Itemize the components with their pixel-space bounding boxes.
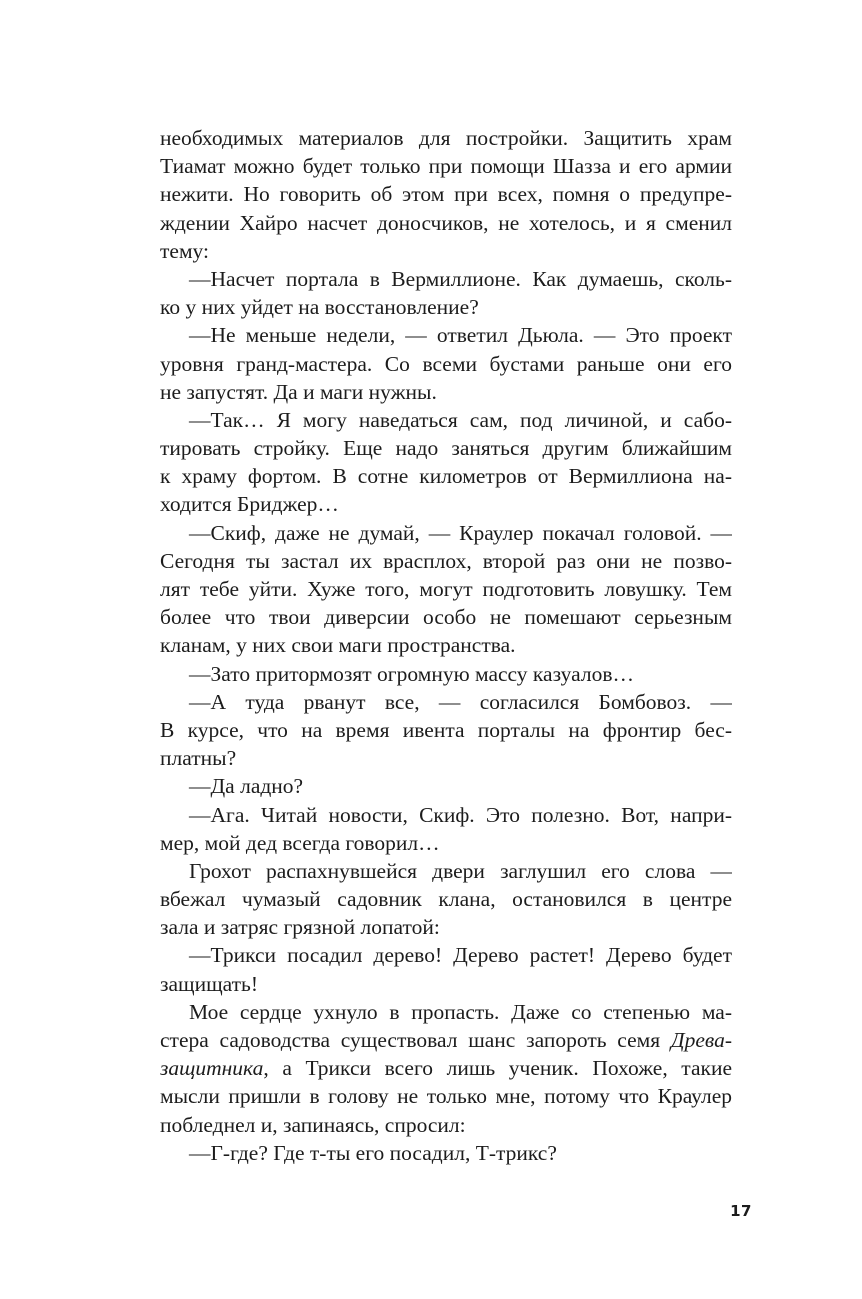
text-line: [160, 688, 732, 716]
text-line: [160, 1111, 732, 1139]
line-text: —Да ладно?: [189, 774, 304, 799]
line-text: Мое сердце ухнуло в пропасть. Даже со степенью ма-: [189, 999, 732, 1024]
text-line: [160, 434, 732, 462]
italic-term: Древа-: [670, 1028, 732, 1052]
line-text: лят тебе уйти. Хуже того, могут подготовить ловушку. Тем: [160, 577, 732, 601]
text-line: [160, 970, 732, 998]
text-line: [160, 716, 732, 744]
line-text: ждении Хайро насчет доносчиков, не хотелось, и я сменил: [160, 210, 732, 235]
page-number: 17: [730, 1202, 752, 1220]
text-line: [160, 913, 732, 941]
italic-term: защитника: [160, 1056, 264, 1081]
text-line: [160, 293, 732, 321]
line-text: мысли пришли в голову не только мне, потому что Краулер: [160, 1084, 732, 1109]
body-text: [160, 124, 732, 1167]
line-text: побледнел и, запинаясь, спросил:: [160, 1112, 466, 1137]
line-text: уровня гранд-мастера. Со всеми бустами раньше они его: [160, 351, 732, 376]
line-text: вбежал чумазый садовник клана, остановился в центре: [160, 887, 732, 912]
text-line: [160, 660, 732, 688]
text-line: [160, 321, 732, 349]
line-text: Тиамат можно будет только при помощи Шазза и его армии: [160, 154, 732, 179]
text-line: [160, 152, 732, 180]
text-line: [160, 1139, 732, 1167]
line-text: тировать стройку. Еще надо заняться другим ближайшим: [160, 436, 732, 461]
text-line: [160, 885, 732, 913]
text-line: [160, 1082, 732, 1110]
line-text: платны?: [160, 746, 237, 771]
text-line: [160, 490, 732, 518]
text-line: [160, 829, 732, 857]
text-line: [160, 998, 732, 1026]
line-text: к храму фортом. В сотне километров от Вермиллиона на-: [160, 464, 732, 489]
line-text: , а Трикси всего лишь ученик. Похоже, такие: [263, 1056, 732, 1081]
text-line: [160, 209, 732, 237]
text-line: [160, 603, 732, 631]
text-line: [160, 744, 732, 772]
line-text: кланам, у них свои маги пространства.: [160, 633, 516, 658]
line-text: —Так… Я могу наведаться сам, под личиной, и сабо-: [189, 407, 732, 432]
text-line: [160, 857, 732, 885]
line-text: нежити. Но говорить об этом при всех, помня о предупре-: [160, 182, 732, 207]
text-line: [160, 631, 732, 659]
text-line: [160, 462, 732, 490]
line-text: —Трикси посадил дерево! Дерево растет! Дерево будет: [189, 943, 732, 968]
line-text: ко у них уйдет на восстановление?: [160, 295, 479, 320]
line-text: —Г-где? Где т-ты его посадил, Т-трикс?: [189, 1140, 557, 1165]
text-line: [160, 180, 732, 208]
line-text: Грохот распахнувшейся двери заглушил его слова —: [189, 858, 732, 883]
line-text: не запустят. Да и маги нужны.: [160, 379, 437, 404]
line-text: необходимых материалов для постройки. Защитить храм: [160, 126, 732, 150]
line-text: —Ага. Читай новости, Скиф. Это полезно. Вот, напри-: [189, 802, 732, 827]
line-text: —А туда рванут все, — согласился Бомбовоз. —: [189, 689, 732, 714]
line-text: ходится Бриджер…: [160, 492, 339, 517]
text-line: [160, 1054, 732, 1082]
text-line: [160, 350, 732, 378]
line-text: —Насчет портала в Вермиллионе. Как думаешь, сколь-: [189, 266, 732, 291]
line-text: мер, мой дед всегда говорил…: [160, 830, 440, 855]
text-line: [160, 265, 732, 293]
text-line: [160, 772, 732, 800]
line-text: В курсе, что на время ивента порталы на фронтир бес-: [160, 717, 732, 742]
text-line: [160, 124, 732, 152]
line-text: более что твои диверсии особо не помешают серьезным: [160, 605, 732, 630]
line-text: —Скиф, даже не думай, — Краулер покачал головой. —: [189, 520, 732, 545]
line-text: —Не меньше недели, — ответил Дьюла. — Это проект: [189, 323, 732, 348]
text-line: [160, 547, 732, 575]
line-text: защищать!: [160, 971, 258, 996]
text-line: [160, 941, 732, 969]
line-text: зала и затряс грязной лопатой:: [160, 915, 440, 940]
text-line: [160, 237, 732, 265]
line-text: тему:: [160, 238, 209, 263]
line-text: Сегодня ты застал их врасплох, второй раз они не позво-: [160, 548, 732, 573]
text-line: [160, 378, 732, 406]
text-line: [160, 406, 732, 434]
text-line: [160, 519, 732, 547]
text-line: [160, 1026, 732, 1054]
line-text: —Зато притормозят огромную массу казуалов…: [189, 661, 634, 686]
line-text: стера садоводства существовал шанс запороть семя: [160, 1028, 671, 1052]
text-line: [160, 575, 732, 603]
text-line: [160, 801, 732, 829]
